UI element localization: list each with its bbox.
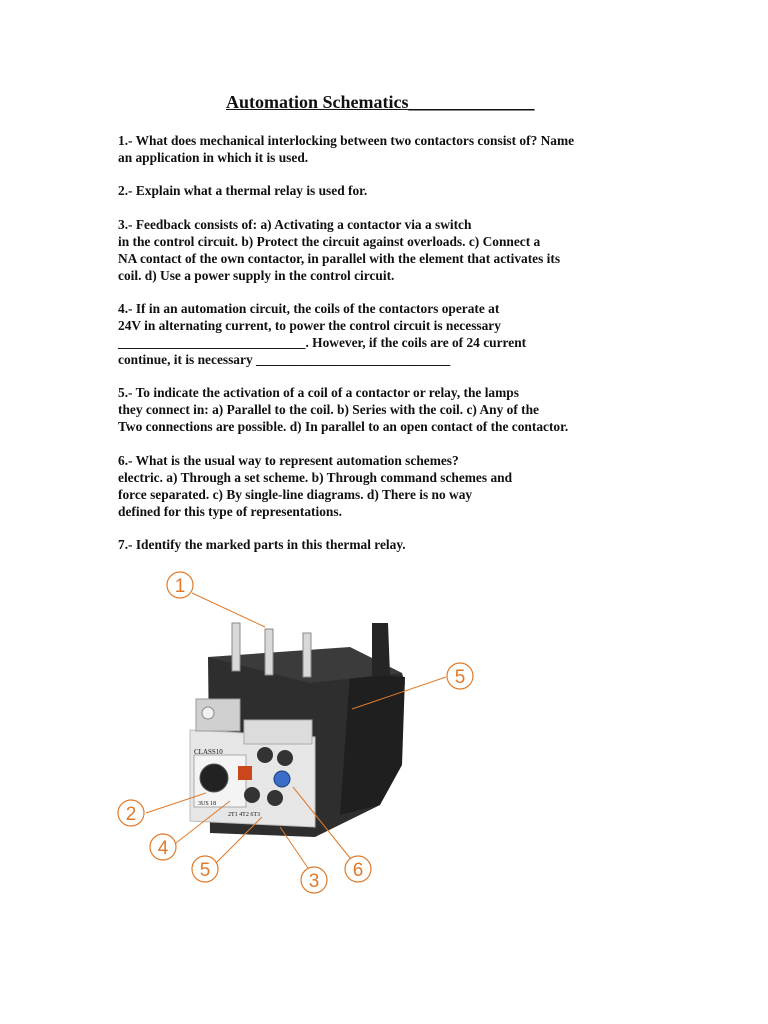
thermal-relay-illustration xyxy=(110,565,500,895)
question-line: electric. a) Through a set scheme. b) Through command schemes and xyxy=(118,469,513,485)
class-label: CLASS10 xyxy=(194,748,223,756)
leader-line xyxy=(192,593,265,627)
model-label: 3US 18 xyxy=(198,801,217,807)
screw xyxy=(202,707,214,719)
current-dial xyxy=(200,764,228,792)
question-line: 1.- What does mechanical interlocking between two contactors consist of? Name xyxy=(118,133,575,148)
question-line: 4.- If in an automation circuit, the coils of the contactors operate at xyxy=(118,301,500,316)
terminal-screw xyxy=(257,747,273,763)
question-7 xyxy=(118,537,648,554)
question-2 xyxy=(118,183,648,200)
question-line: coil. d) Use a power supply in the control circuit. xyxy=(118,267,395,283)
question-line: an application in which it is used. xyxy=(118,149,309,165)
question-line: 3.- Feedback consists of: a) Activating a contactor via a switch xyxy=(118,217,472,232)
document-title: Automation Schematics______________ xyxy=(226,92,535,112)
question-3 xyxy=(118,217,648,285)
terminal-label: 2T1 4T2 6T3 xyxy=(228,812,260,818)
question-line: force separated. c) By single-line diagrams. d) There is no way xyxy=(118,486,473,502)
question-5 xyxy=(118,385,648,436)
question-line: continue, it is necessary _____________________________ xyxy=(118,351,451,367)
callout-4-label: 4 xyxy=(157,838,169,859)
terminal-screw xyxy=(277,750,293,766)
question-line: 24V in alternating current, to power the control circuit is necessary xyxy=(118,317,501,333)
callout-5b-label: 5 xyxy=(199,860,211,881)
question-line: 7.- Identify the marked parts in this thermal relay. xyxy=(118,537,406,552)
question-line: in the control circuit. b) Protect the circuit against overloads. c) Connect a xyxy=(118,233,541,249)
question-line: defined for this type of representations. xyxy=(118,503,342,519)
terminal-pin xyxy=(232,623,240,671)
question-4 xyxy=(118,301,648,369)
terminal-screw xyxy=(244,787,260,803)
callout-5-label: 5 xyxy=(454,667,466,688)
terminal-screw xyxy=(267,790,283,806)
relay-label-panel xyxy=(244,720,312,744)
thermal-relay-figure xyxy=(110,565,500,895)
question-line: 2.- Explain what a thermal relay is used for. xyxy=(118,183,368,198)
question-line: 6.- What is the usual way to represent automation schemes? xyxy=(118,453,459,468)
terminal-pin xyxy=(265,629,273,675)
terminal-pin xyxy=(303,633,311,677)
relay-lever xyxy=(372,623,390,677)
question-line: they connect in: a) Parallel to the coil. b) Series with the coil. c) Any of the xyxy=(118,401,539,417)
callout-1-label: 1 xyxy=(174,576,186,597)
reset-button xyxy=(238,766,252,780)
test-button xyxy=(274,771,290,787)
callout-2-label: 2 xyxy=(125,804,137,825)
question-line: Two connections are possible. d) In parallel to an open contact of the contactor. xyxy=(118,418,569,434)
question-line: 5.- To indicate the activation of a coil of a contactor or relay, the lamps xyxy=(118,385,519,400)
callout-3-label: 3 xyxy=(308,871,320,892)
question-6 xyxy=(118,453,648,521)
question-line: NA contact of the own contactor, in parallel with the element that activates its xyxy=(118,250,561,266)
question-line: ____________________________. However, if the coils are of 24 current xyxy=(118,334,527,350)
question-1 xyxy=(118,133,648,167)
callout-6-label: 6 xyxy=(352,860,364,881)
